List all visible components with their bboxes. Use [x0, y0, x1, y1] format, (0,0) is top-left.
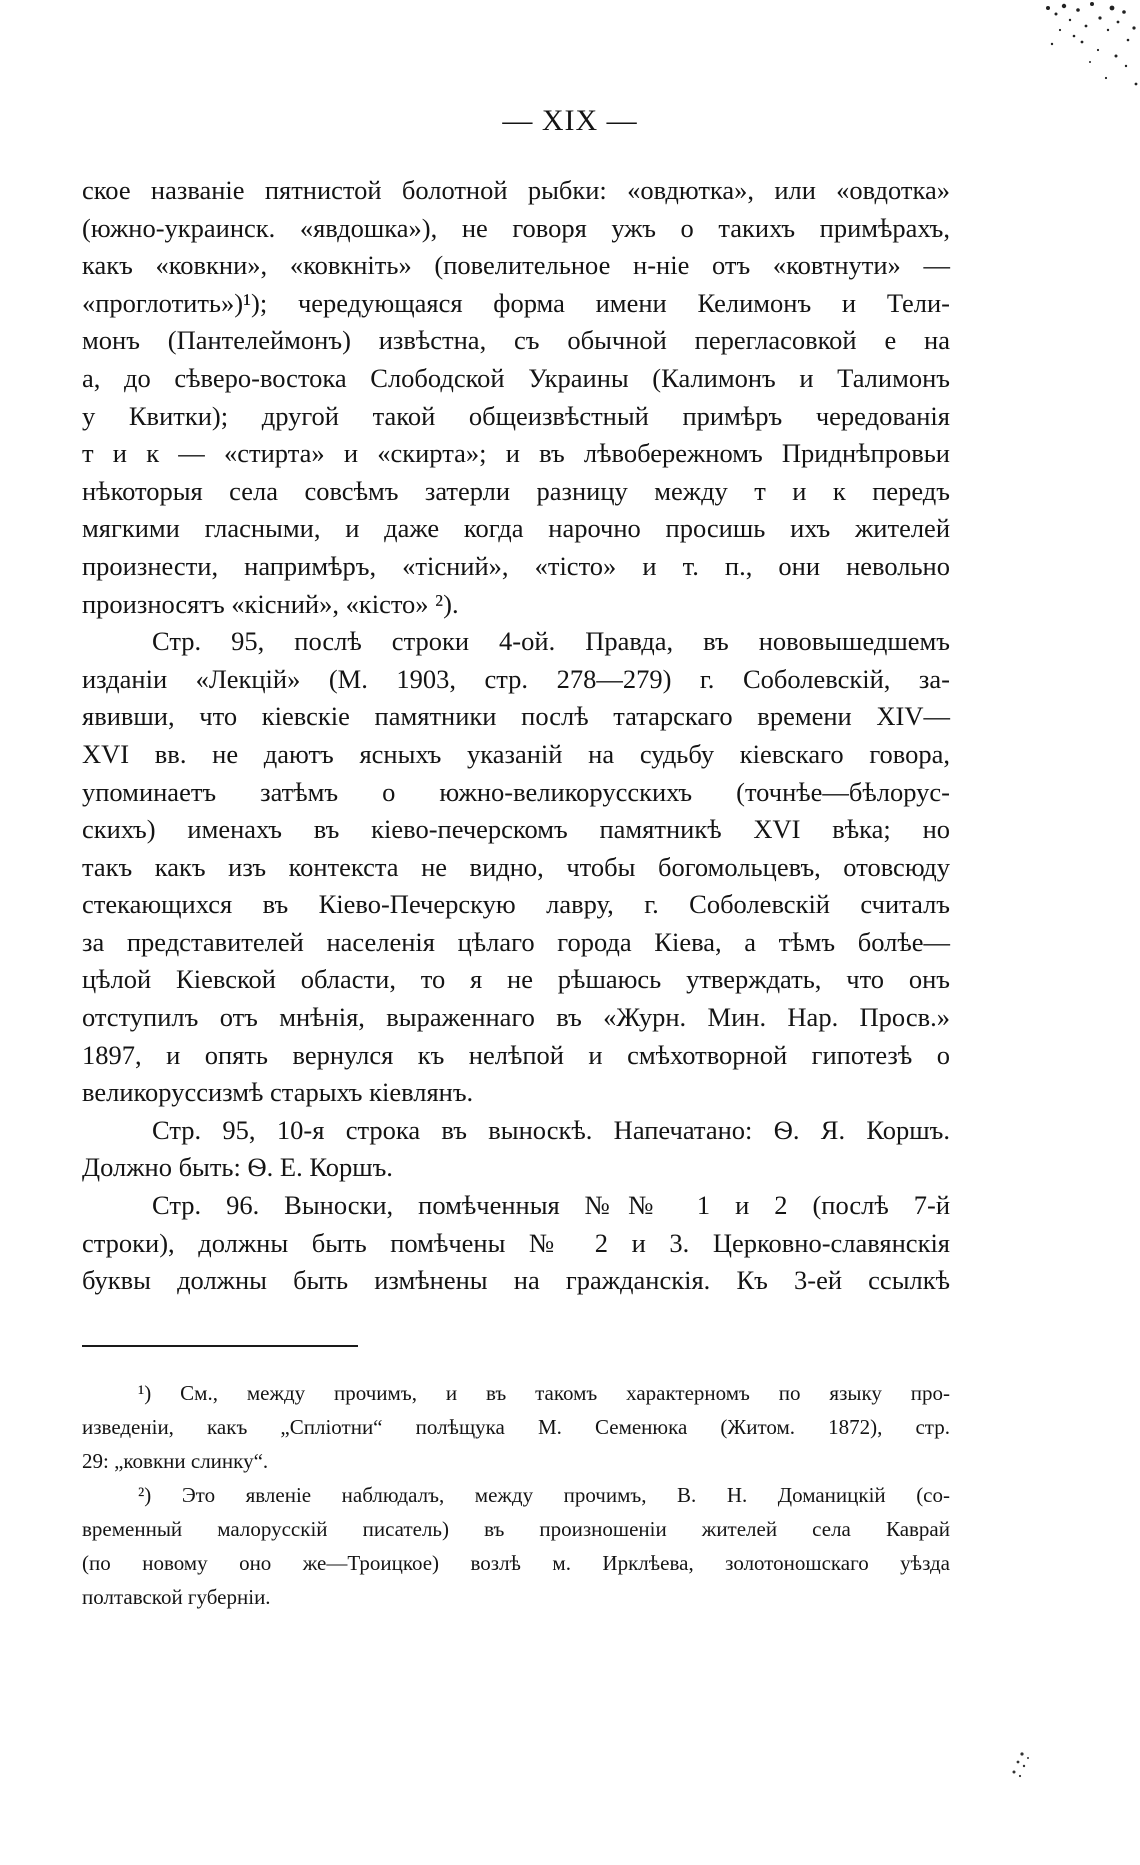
text-line: «проглотить»)¹); чередующаяся форма имени Келимонъ и Тели-: [82, 287, 950, 318]
text-line: стекающихся въ Кіево-Печерскую лавру, г. Соболевскій считалъ: [82, 889, 950, 920]
footnote-line: временный малорусскій писатель) въ произношеніи жителей села Каврай: [82, 1517, 950, 1541]
scan-speckle-marks: [940, 0, 1140, 110]
body-text: [82, 172, 950, 1300]
text-line: нѣкоторыя села совсѣмъ затерли разницу между т и к передъ: [82, 475, 950, 506]
text-line: цѣлой Кіевской области, то я не рѣшаюсь утверждать, что онъ: [82, 964, 950, 995]
text-line: буквы должны быть измѣнены на гражданскія. Къ 3-ей ссылкѣ: [82, 1265, 950, 1296]
paragraph-start-line: Стр. 95, послѣ строки 4-ой. Правда, въ нововышедшемъ: [152, 626, 950, 657]
text-line: мягкими гласными, и даже когда нарочно просишь ихъ жителей: [82, 513, 950, 544]
text-line: XVI вв. не даютъ ясныхъ указаній на судьбу кіевскаго говора,: [82, 738, 950, 769]
text-line: т и к — «стирта» и «скирта»; и въ лѣвобережномъ Приднѣпровьи: [82, 438, 950, 469]
text-line: скихъ) именахъ въ кіево-печерскомъ памятникѣ XVI вѣка; но: [82, 814, 950, 845]
text-line: ское названіе пятнистой болотной рыбки: «овдютка», или «овдотка»: [82, 175, 950, 205]
text-line: (южно-украинск. «явдошка»), не говоря ужъ о такихъ примѣрахъ,: [82, 212, 950, 243]
text-line: произносятъ «кісний», «кісто» ²).: [82, 588, 459, 619]
text-line: такъ какъ изъ контекста не видно, чтобы богомольцевъ, отовсюду: [82, 851, 950, 882]
footnote-line: изведеніи, какъ „Сплiотни“ полѣщука М. Семенюка (Житом. 1872), стр.: [82, 1415, 950, 1439]
text-line: у Квитки); другой такой общеизвѣстный примѣръ чередованія: [82, 400, 950, 431]
text-line: строки), должны быть помѣчены № 2 и 3. Церковно-славянскія: [82, 1227, 950, 1258]
text-line: монъ (Пантелеймонъ) извѣстна, съ обычной перегласовкой е на: [82, 325, 950, 356]
footnote-line: (по новому оно же—Троицкое) возлѣ м. Ирклѣева, золотоношскаго уѣзда: [82, 1551, 950, 1575]
footnote-line: ¹) См., между прочимъ, и въ такомъ характерномъ по языку про-: [138, 1381, 950, 1405]
text-line: явивши, что кіевскіе памятники послѣ татарскаго времени XIV—: [82, 701, 950, 732]
footnote-line: полтавской губерніи.: [82, 1585, 271, 1609]
text-line: Должно быть: Ѳ. Е. Коршъ.: [82, 1152, 393, 1183]
text-line: великоруссизмѣ старыхъ кіевлянъ.: [82, 1077, 474, 1108]
page-number: — XIX —: [502, 104, 638, 137]
footnote-separator-rule: [82, 1345, 358, 1347]
text-line: а, до сѣверо-востока Слободской Украины (Калимонъ и Талимонъ: [82, 362, 950, 393]
paragraph-start-line: Стр. 95, 10-я строка въ выноскѣ. Напечатано: Ѳ. Я. Коршъ.: [152, 1114, 950, 1145]
text-line: за представителей населенія цѣлаго города Кіева, а тѣмъ болѣе—: [82, 926, 950, 957]
text-line: изданіи «Лекцій» (М. 1903, стр. 278—279) г. Соболевскій, за-: [82, 663, 950, 694]
text-line: 1897, и опять вернулся къ нелѣпой и смѣхотворной гипотезѣ о: [82, 1039, 950, 1070]
footnotes: [82, 1376, 950, 1614]
text-line: какъ «ковкни», «ковкніть» (повелительное н-ніе отъ «ковтнути» —: [82, 250, 950, 281]
footnote-line: 29: „ковкни слинку“.: [82, 1449, 269, 1473]
text-line: отступилъ отъ мнѣнія, выраженнаго въ «Журн. Мин. Нар. Просв.»: [82, 1002, 950, 1033]
text-line: упоминаетъ затѣмъ о южно-великорусскихъ (точнѣе—бѣлорус-: [82, 776, 950, 807]
text-line: произнести, напримѣръ, «тісний», «тісто» и т. п., они невольно: [82, 550, 950, 581]
paragraph-start-line: Стр. 96. Выноски, помѣченныя №№ 1 и 2 (послѣ 7-й: [152, 1190, 950, 1221]
footnote-line: ²) Это явленіе наблюдалъ, между прочимъ, В. Н. Доманицкій (со-: [138, 1483, 950, 1507]
scan-speckle-mark: [1002, 1746, 1042, 1786]
